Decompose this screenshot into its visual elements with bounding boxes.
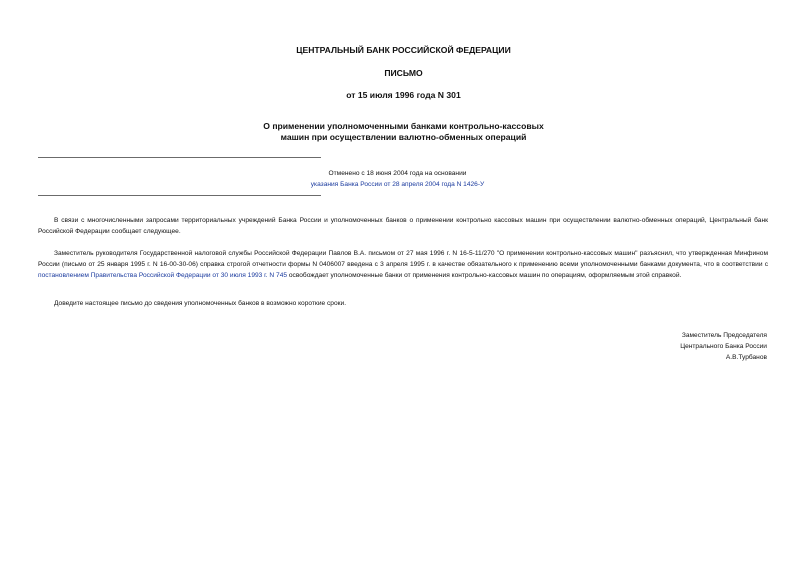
top-divider (38, 157, 321, 158)
paragraph-2 (38, 249, 768, 281)
revocation-note: Отменено с 18 июня 2004 года на основании (328, 170, 467, 177)
government-decree-link[interactable]: постановлением Правительства Российской Федерации от 30 июля 1993 г. N 745 (38, 271, 288, 279)
document-type: ПИСЬМО (384, 68, 423, 78)
document-date-number: от 15 июля 1996 года N 301 (346, 90, 461, 100)
signature-title-1: Заместитель Председателя (681, 332, 767, 339)
revocation-link[interactable]: указания Банка России от 28 апреля 2004 года N 1426-У (310, 181, 485, 188)
paragraph-3: Доведите настоящее письмо до сведения уполномоченных банков в возможно короткие сроки. (54, 300, 347, 307)
document-subject-line-2: машин при осуществлении валютно-обменных операций (280, 132, 527, 142)
document-subject-line-1: О применении уполномоченными банками контрольно-кассовых (263, 121, 544, 131)
signatory-name: А.В.Турбанов (725, 354, 767, 361)
bottom-divider (38, 195, 321, 196)
paragraph-2-text-b: освобождает уполномоченные банки от применения контрольно-кассовых машин по операциям, оформляемым этой справкой. (287, 271, 682, 279)
paragraph-1: В связи с многочисленными запросами территориальных учреждений Банка России и уполномоченных банков о применении контрольно кассовых машин при осуществлении валютно-обменных операций, Центральный банк Российской Федерации сообщает следующее. (38, 217, 768, 235)
issuer-title: ЦЕНТРАЛЬНЫЙ БАНК РОССИЙСКОЙ ФЕДЕРАЦИИ (296, 45, 511, 55)
paragraph-2-text-a: Заместитель руководителя Государственной налоговой службы Российской Федерации Павлов В.А. письмом от 27 мая 1996 г. N 16-5-11/270 "О применении контрольно-кассовых машин" разъяснил, что утвержденная Минфином России (письмо от 25 января 1995 г. N 16-00-30-06) справка строгой отчетности формы N 0406007 введена с 3 апреля 1995 г. в качестве обязательного к применению всеми уполномоченными банками документа, что в соответствии с (38, 250, 768, 268)
revocation-link-line (200, 179, 595, 190)
signature-title-2: Центрального Банка России (680, 343, 767, 350)
